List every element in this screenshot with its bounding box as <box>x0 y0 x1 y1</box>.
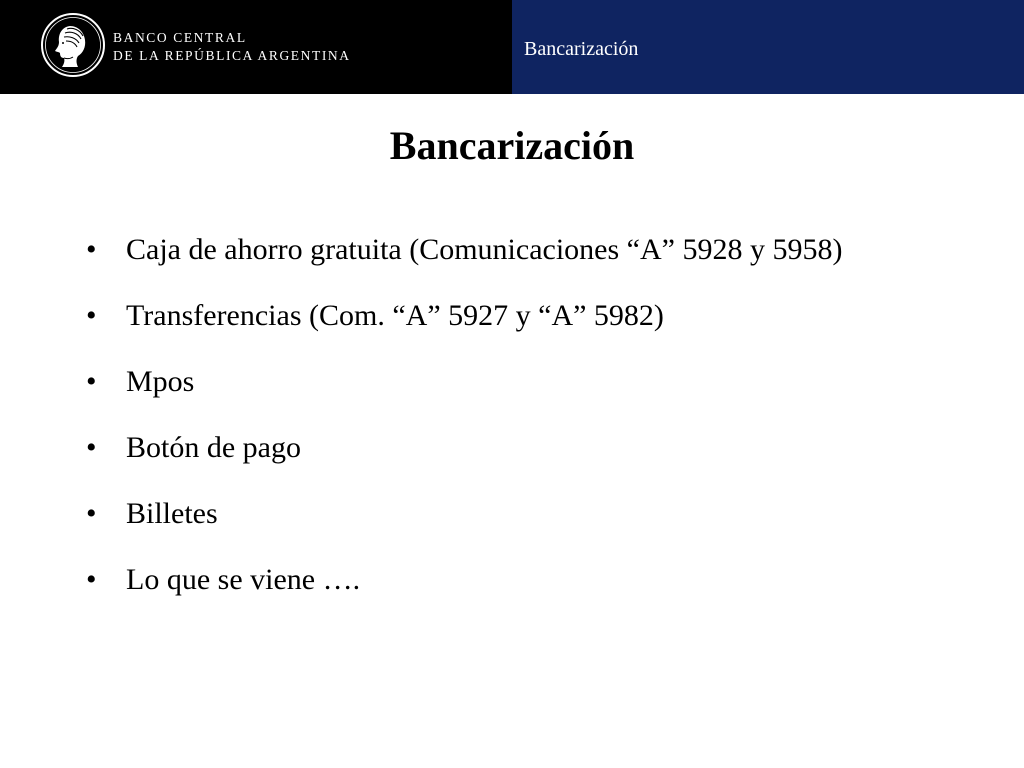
bullet-item <box>86 558 842 624</box>
bank-name <box>113 29 351 65</box>
bullet-glyph: • <box>86 431 97 464</box>
bank-name-line2: DE LA REPÚBLICA ARGENTINA <box>113 48 351 63</box>
bullet-glyph: • <box>86 299 97 332</box>
bullet-item <box>86 360 842 426</box>
bullet-list <box>86 228 842 624</box>
republic-seal-icon <box>40 12 106 78</box>
bullet-text: Caja de ahorro gratuita (Comunicaciones “A” 5928 y 5958) <box>126 233 843 266</box>
header-left-panel <box>0 0 512 94</box>
bullet-item <box>86 492 842 558</box>
bullet-text: Billetes <box>126 497 218 530</box>
bullet-glyph: • <box>86 497 97 530</box>
bullet-text: Mpos <box>126 365 195 398</box>
bullet-glyph: • <box>86 233 97 266</box>
bullet-glyph: • <box>86 563 97 596</box>
header-banner <box>0 0 1024 94</box>
bank-name-line1: BANCO CENTRAL <box>113 30 247 45</box>
bullet-item <box>86 426 842 492</box>
header-right-panel <box>512 0 1024 94</box>
bullet-item <box>86 228 842 294</box>
bullet-text: Transferencias (Com. “A” 5927 y “A” 5982) <box>126 299 664 332</box>
bullet-glyph: • <box>86 365 97 398</box>
bullet-text: Lo que se viene …. <box>126 563 361 596</box>
section-label: Bancarización <box>524 38 639 60</box>
bullet-text: Botón de pago <box>126 431 301 464</box>
slide-title: Bancarización <box>389 123 635 168</box>
bullet-item <box>86 294 842 360</box>
